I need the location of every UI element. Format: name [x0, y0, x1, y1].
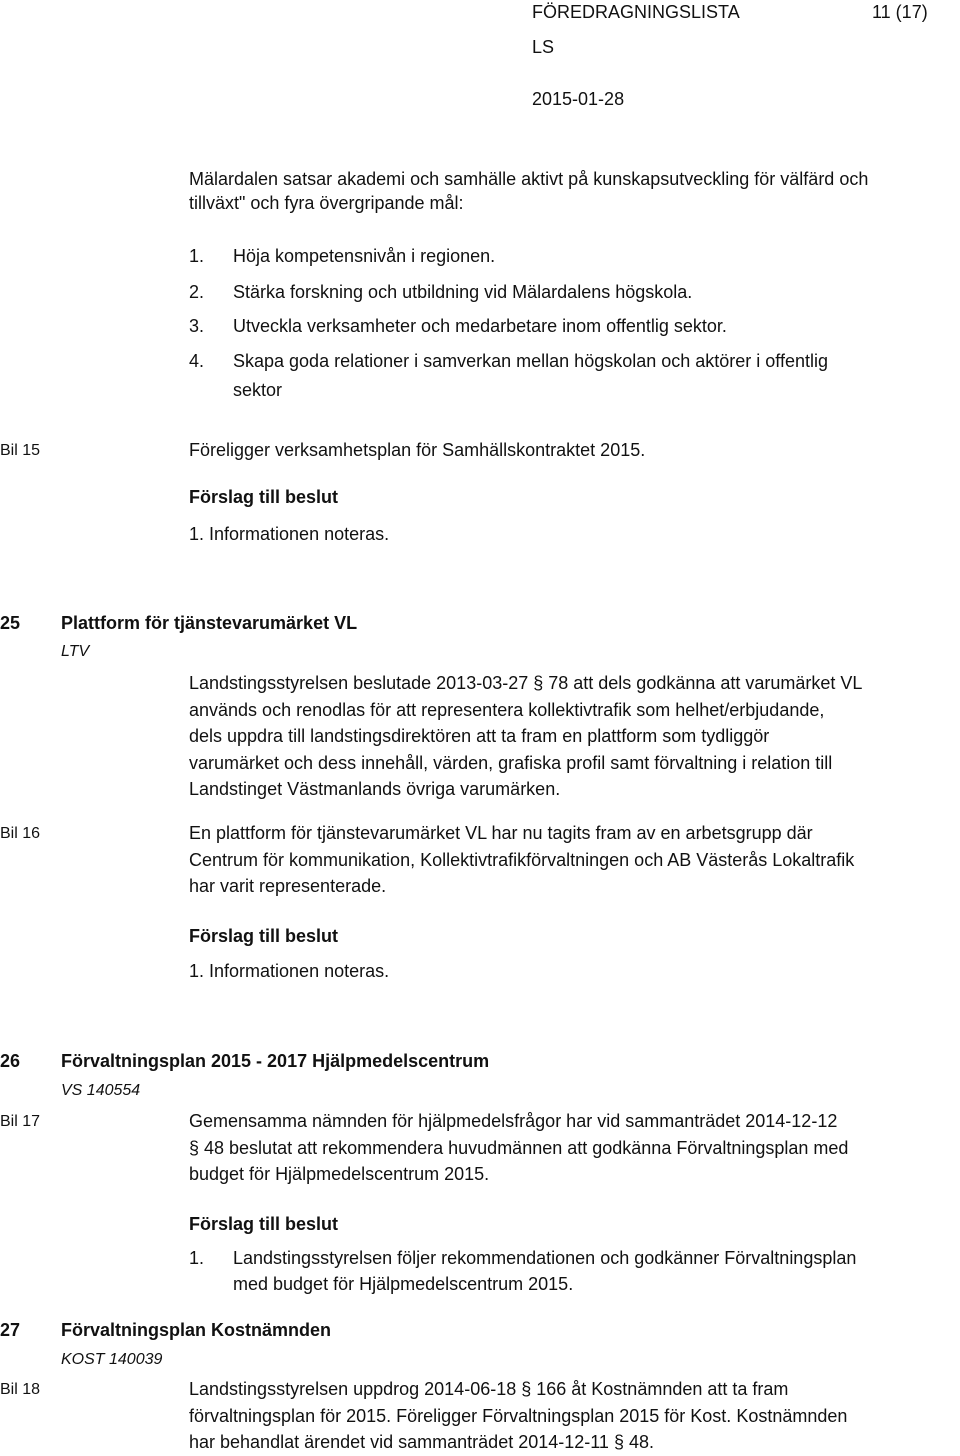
goal-text: Skapa goda relationer i samverkan mellan högskolan och aktörer i offentlig	[233, 351, 829, 371]
item-reference: LTV	[61, 643, 90, 660]
proposal-item: 1. Informationen noteras.	[189, 961, 390, 981]
text-line: varumärket och dess innehåll, värden, grafiska profil samt förvaltning i relation till	[189, 752, 833, 773]
proposal-item: 1. Informationen noteras.	[189, 524, 390, 544]
item-title: Förvaltningsplan Kostnämnden	[61, 1320, 332, 1340]
attachment-text: Föreligger verksamhetsplan för Samhällskontraktet 2015.	[189, 440, 646, 460]
text-line: Centrum för kommunikation, Kollektivtrafikförvaltningen och AB Västerås Lokaltrafik	[189, 849, 855, 870]
goal-number: 2.	[189, 282, 205, 302]
attachment-ref: Bil 18	[0, 1381, 41, 1398]
goal-text: Utveckla verksamheter och medarbetare inom offentlig sektor.	[233, 316, 727, 336]
text-line: Landstingsstyrelsen uppdrog 2014-06-18 § 166 åt Kostnämnden att ta fram	[189, 1379, 789, 1399]
item-title: Förvaltningsplan 2015 - 2017 Hjälpmedelscentrum	[61, 1051, 490, 1071]
proposal-heading: Förslag till beslut	[189, 487, 339, 507]
item-number: 26	[0, 1051, 21, 1071]
department: LS	[532, 37, 555, 57]
text-line: används och renodlas för att representera kollektivtrafik som helhet/erbjudande,	[189, 699, 825, 720]
text-line: budget för Hjälpmedelscentrum 2015.	[189, 1164, 490, 1184]
text-line: En plattform för tjänstevarumärket VL har nu tagits fram av en arbetsgrupp där	[189, 823, 813, 843]
document-date: 2015-01-28	[532, 89, 625, 109]
proposal-number: 1.	[189, 1248, 205, 1268]
text-line: Gemensamma nämnden för hjälpmedelsfrågor har vid sammanträdet 2014-12-12	[189, 1111, 838, 1131]
item-description	[189, 1376, 939, 1456]
text-line: har varit representerade.	[189, 876, 387, 896]
item-reference: VS 140554	[61, 1082, 141, 1099]
goal-text: Höja kompetensnivån i regionen.	[233, 246, 496, 266]
text-line: Landstinget Västmanlands övriga varumärken.	[189, 779, 561, 799]
item-reference: KOST 140039	[61, 1351, 163, 1368]
goal-number: 1.	[189, 246, 205, 266]
goal-number: 4.	[189, 351, 205, 371]
document-title: FÖREDRAGNINGSLISTA	[532, 2, 740, 22]
proposal-text-continued: med budget för Hjälpmedelscentrum 2015.	[233, 1274, 574, 1294]
proposal-heading: Förslag till beslut	[189, 926, 339, 946]
goal-text: Stärka forskning och utbildning vid Mälardalens högskola.	[233, 282, 693, 302]
goal-number: 3.	[189, 316, 205, 336]
item-description	[189, 670, 939, 803]
item-number: 27	[0, 1320, 21, 1340]
text-line: § 48 beslutat att rekommendera huvudmännen att godkänna Förvaltningsplan med	[189, 1137, 849, 1158]
page-number: 11 (17)	[872, 2, 928, 22]
text-line: dels uppdra till landstingsdirektören att ta fram en plattform som tydliggör	[189, 726, 770, 746]
text-line: har behandlat ärendet vid sammanträdet 2014-12-11 § 48.	[189, 1432, 654, 1452]
item-title: Plattform för tjänstevarumärket VL	[61, 613, 358, 633]
proposal-text: Landstingsstyrelsen följer rekommendationen och godkänner Förvaltningsplan	[233, 1248, 857, 1268]
attachment-ref: Bil 17	[0, 1113, 41, 1130]
item-description	[189, 820, 939, 900]
goal-text-continued: sektor	[233, 380, 283, 400]
text-line: förvaltningsplan för 2015. Föreligger Förvaltningsplan 2015 för Kost. Kostnämnden	[189, 1405, 848, 1426]
text-line: Landstingsstyrelsen beslutade 2013-03-27 § 78 att dels godkänna att varumärket VL	[189, 673, 863, 693]
item-number: 25	[0, 613, 21, 633]
attachment-ref: Bil 16	[0, 825, 41, 842]
proposal-heading: Förslag till beslut	[189, 1214, 339, 1234]
intro-line-1: Mälardalen satsar akademi och samhälle aktivt på kunskapsutveckling för välfärd och	[189, 169, 869, 189]
item-description	[189, 1108, 939, 1188]
attachment-ref: Bil 15	[0, 442, 41, 459]
intro-line-2: tillväxt" och fyra övergripande mål:	[189, 193, 464, 213]
